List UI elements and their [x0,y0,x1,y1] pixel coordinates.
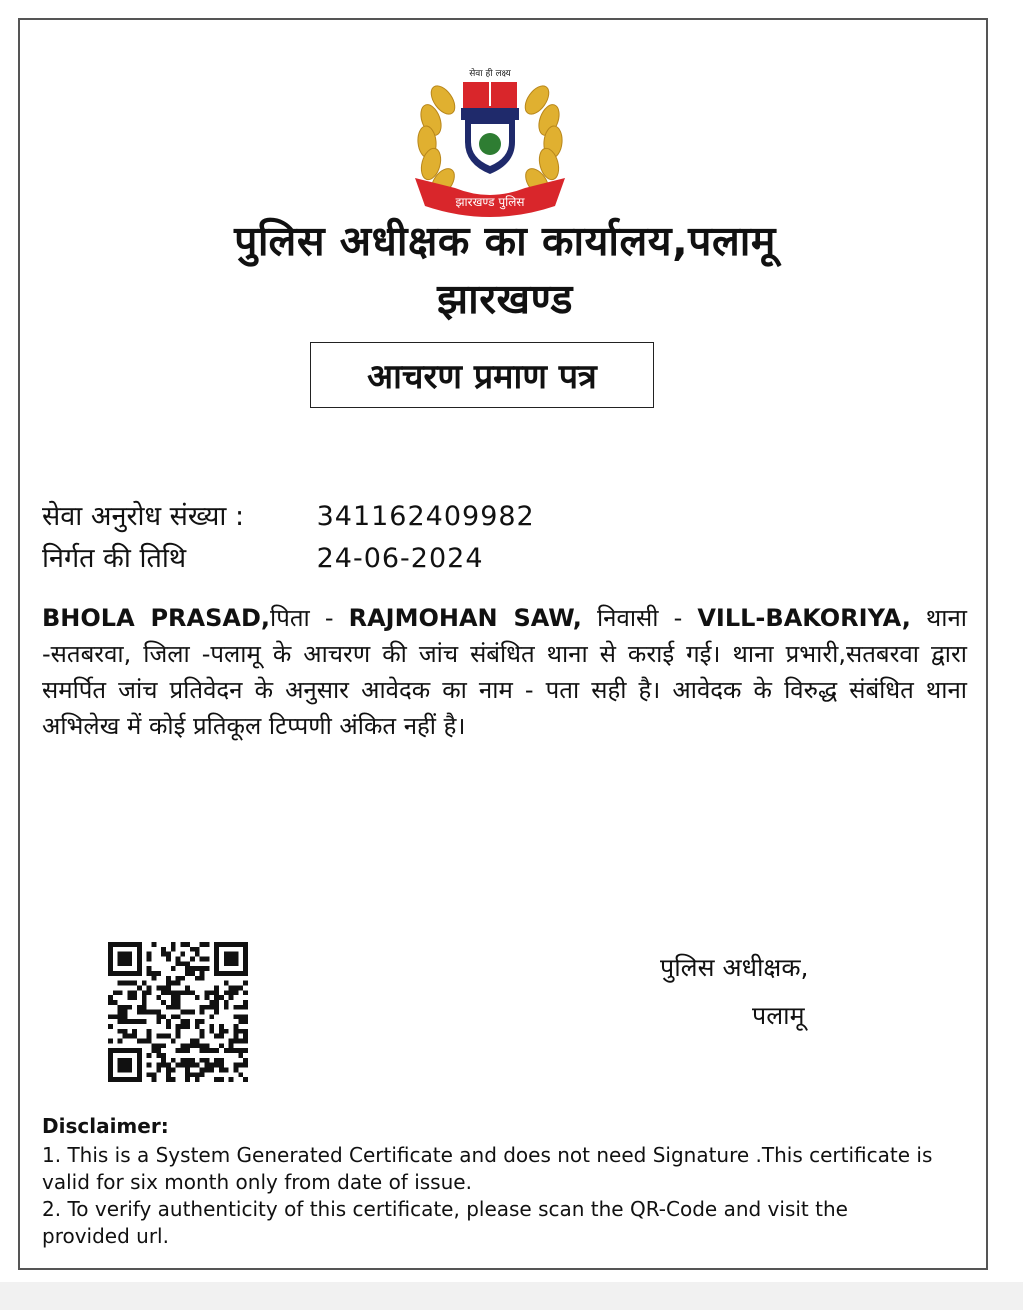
certificate-title: आचरण प्रमाण पत्र [310,342,654,408]
office-title-line2: झारखण्ड [437,275,573,323]
disclaimer-heading: Disclaimer: [42,1114,169,1138]
service-request-row [42,496,535,533]
service-request-value: 341162409982 [316,501,535,532]
issue-date-value: 24-06-2024 [316,543,484,574]
jharkhand-police-emblem-icon [395,60,585,220]
signature-location: पलामू [752,1001,805,1030]
office-title-line1: पुलिस अधीक्षक का कार्यालय,पलामू [234,217,776,265]
father-label: पिता - [270,604,349,632]
father-name: RAJMOHAN SAW, [348,604,582,632]
applicant-address: VILL-BAKORIYA, [697,604,911,632]
emblem-ribbon-text: झारखण्ड पुलिस [455,195,525,209]
issue-date-label: निर्गत की तिथि [42,543,187,574]
issue-date-row [42,538,484,575]
signature-designation: पुलिस अधीक्षक, [660,953,809,982]
disclaimer-item-2: 2. To verify authenticity of this certificate, please scan the QR-Code and visit the provided url. [42,1197,848,1248]
applicant-name: BHOLA PRASAD, [42,604,271,632]
emblem-motto: सेवा ही लक्ष्य [469,69,511,79]
service-request-colon: : [234,501,245,532]
resident-label: निवासी - [581,604,698,632]
body-text: थाना -सतबरवा, जिला -पलामू के आचरण की जांच संबंधित थाना से कराई गई। थाना प्रभारी,सतबरवा द्वारा समर्पित जांच प्रतिवेदन के अनुसार आवेदक का नाम - पता सही है। आवेदक के विरुद्ध संबंधित थाना अभिलेख में कोई प्रतिकूल टिप्पणी अंकित नहीं है। [42,604,967,740]
disclaimer-item-1: 1. This is a System Generated Certificate and does not need Signature .This certificate is valid for six month only from date of issue. [42,1143,933,1194]
service-request-label: सेवा अनुरोध संख्या : [42,501,245,532]
certificate-page [18,18,988,1270]
disclaimer-list [42,1142,942,1250]
certificate-body [42,600,967,744]
qr-code-icon [108,942,248,1082]
page-bottom-band [0,1282,1023,1310]
